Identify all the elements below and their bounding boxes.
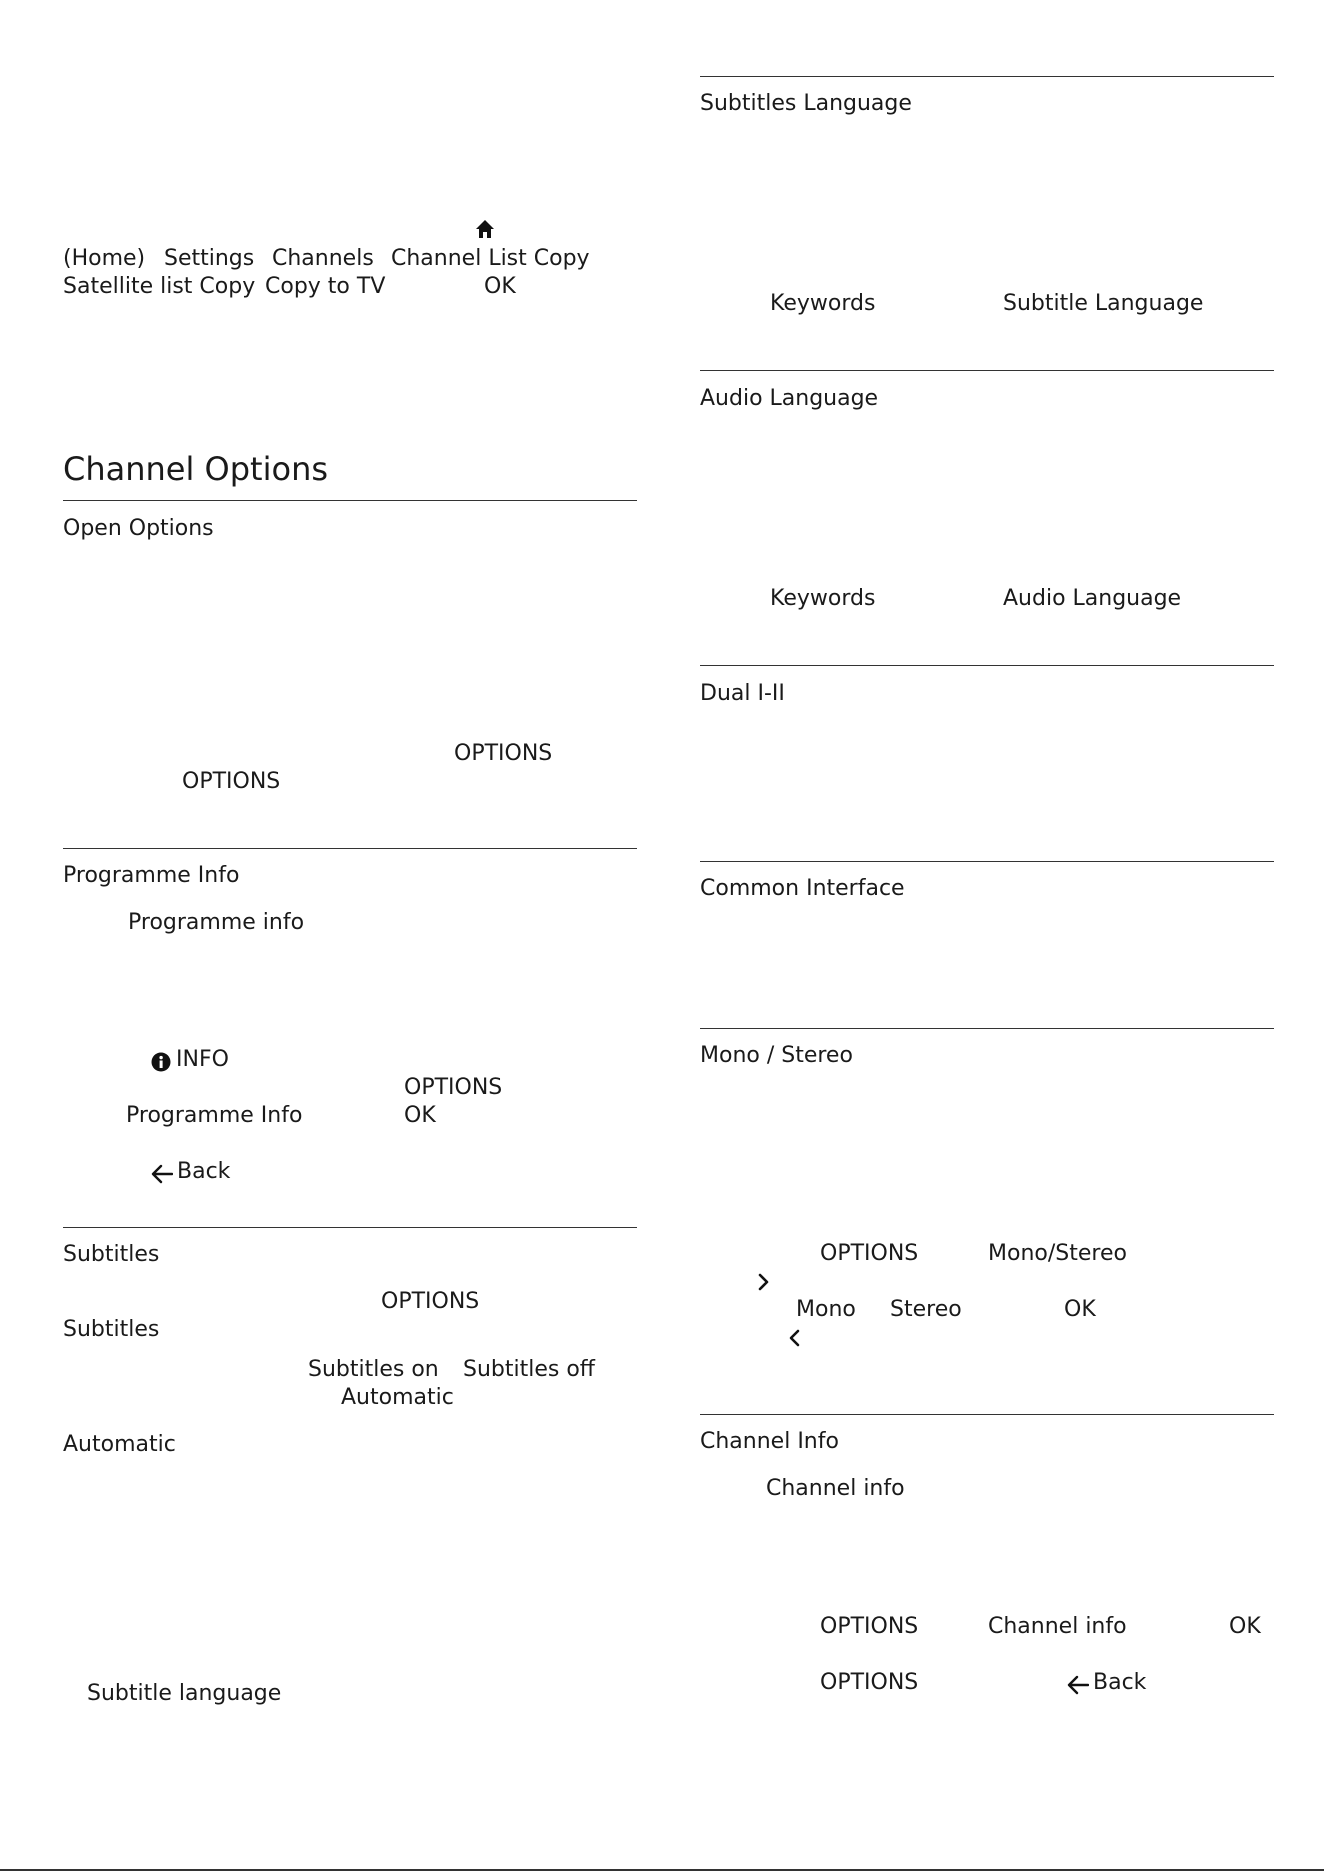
breadcrumb-satellite-list-copy: Satellite list Copy [63,274,256,299]
stereo-term: Stereo [890,1297,962,1322]
audio-language-heading: Audio Language [700,386,879,411]
mono-stereo-term: Mono/Stereo [988,1241,1127,1266]
options-key-label: OPTIONS [454,741,553,766]
back-key-label: Back [177,1159,231,1184]
options-key-label: OPTIONS [820,1241,919,1266]
section-divider [700,76,1274,77]
breadcrumb-home: (Home) [63,246,146,271]
subtitles-off-term: Subtitles off [463,1357,595,1382]
subtitles-language-heading: Subtitles Language [700,91,912,116]
mono-stereo-heading: Mono / Stereo [700,1043,853,1068]
automatic-term: Automatic [63,1432,176,1457]
breadcrumb-channel-list-copy: Channel List Copy [391,246,590,271]
ok-key-label: OK [1229,1614,1261,1639]
keywords-label: Keywords [770,586,876,611]
ok-key-label: OK [1064,1297,1096,1322]
section-divider [700,861,1274,862]
page-footer-rule [0,1869,1324,1871]
info-key-label: INFO [176,1047,229,1072]
options-key-label: OPTIONS [820,1670,919,1695]
options-key-label: OPTIONS [404,1075,503,1100]
subtitles-heading: Subtitles [63,1242,160,1267]
section-divider [63,848,637,849]
open-options-heading: Open Options [63,516,214,541]
automatic-term: Automatic [341,1385,454,1410]
section-divider [700,1028,1274,1029]
back-arrow-icon [151,1164,173,1184]
ok-key-label: OK [404,1103,436,1128]
subtitles-term: Subtitles [63,1317,160,1342]
title-divider [63,500,637,501]
channel-info-term: Channel info [988,1614,1127,1639]
channel-info-heading: Channel Info [700,1429,839,1454]
options-key-label: OPTIONS [381,1289,480,1314]
options-key-label: OPTIONS [182,769,281,794]
page-title: Channel Options [63,450,329,488]
dual-heading: Dual I-II [700,681,785,706]
section-divider [700,665,1274,666]
section-divider [700,1414,1274,1415]
subtitle-language-term: Subtitle language [87,1681,282,1706]
breadcrumb-settings: Settings [164,246,255,271]
info-icon [151,1052,171,1072]
subtitle-language-term: Subtitle Language [1003,291,1204,316]
audio-language-term: Audio Language [1003,586,1182,611]
breadcrumb-channels: Channels [272,246,374,271]
chevron-left-icon [788,1328,802,1348]
programme-info-term: Programme Info [126,1103,303,1128]
back-arrow-icon [1067,1675,1089,1695]
section-divider [63,1227,637,1228]
back-key-label: Back [1093,1670,1147,1695]
programme-info-term: Programme info [128,910,305,935]
channel-info-term: Channel info [766,1476,905,1501]
programme-info-heading: Programme Info [63,863,240,888]
common-interface-heading: Common Interface [700,876,905,901]
mono-term: Mono [796,1297,856,1322]
home-icon [475,219,495,239]
breadcrumb-copy-to-tv: Copy to TV [265,274,386,299]
subtitles-on-term: Subtitles on [308,1357,439,1382]
breadcrumb-ok: OK [484,274,516,299]
chevron-right-icon [756,1272,770,1292]
section-divider [700,370,1274,371]
keywords-label: Keywords [770,291,876,316]
options-key-label: OPTIONS [820,1614,919,1639]
